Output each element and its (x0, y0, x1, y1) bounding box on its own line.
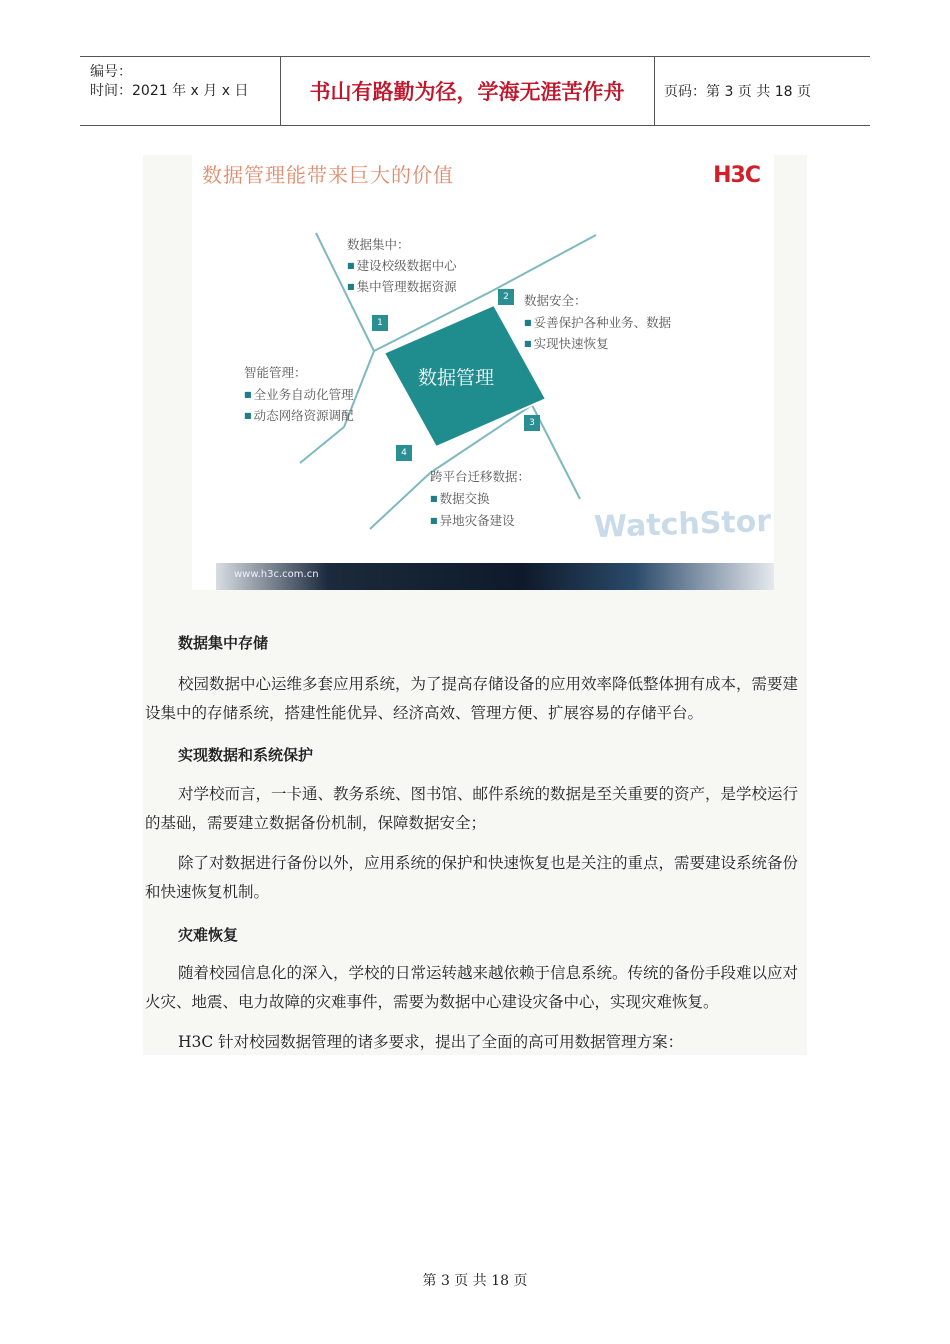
q2-title: 数据安全： (524, 293, 587, 308)
q3-item-1: ■ 数据交换 (430, 489, 490, 507)
h3c-logo: H3C (713, 163, 760, 188)
para-closing: H3C 针对校园数据管理的诸多要求，提出了全面的高可用数据管理方案： (178, 1033, 684, 1051)
q3-item-2: ■ 异地灾备建设 (430, 511, 515, 529)
q1-title: 数据集中： (347, 237, 410, 252)
q1-item-1: ■ 建设校级数据中心 (347, 256, 457, 274)
header-meta (80, 57, 281, 125)
header-motto: 书山有路勤为径，学海无涯苦作舟 (280, 57, 655, 125)
badge-2: 2 (498, 289, 514, 305)
slide-url: www.h3c.com.cn (234, 569, 319, 580)
heading-data-protection: 实现数据和系统保护 (178, 746, 314, 764)
page-header (80, 56, 870, 126)
q4-item-2: ■ 动态网络资源调配 (244, 406, 354, 424)
badge-4: 4 (396, 445, 412, 461)
para-centralized-storage: 校园数据中心运维多套应用系统，为了提高存储设备的应用效率降低整体拥有成本，需要建设集中的存储系统，搭建性能优异、经济高效、管理方便、扩展容易的存储平台。 (145, 675, 799, 722)
center-label: 数据管理 (418, 367, 495, 389)
para-disaster-recovery: 随着校园信息化的深入，学校的日常运转越来越依赖于信息系统。传统的备份手段难以应对火灾、地震、电力故障的灾难事件，需要为数据中心建设灾备中心，实现灾难恢复。 (145, 964, 799, 1011)
q2-item-2: ■ 实现快速恢复 (524, 334, 609, 352)
time-label: 时间：2021 年 x 月 x 日 (90, 83, 249, 99)
q4-item-1: ■ 全业务自动化管理 (244, 385, 354, 403)
watermark: WatchStor (593, 503, 772, 546)
badge-3: 3 (524, 415, 540, 431)
para-data-protection-1: 对学校而言，一卡通、教务系统、图书馆、邮件系统的数据是至关重要的资产，是学校运行的基础，需要建立数据备份机制，保障数据安全； (145, 785, 799, 832)
q2-item-1: ■ 妥善保护各种业务、数据 (524, 313, 671, 331)
slide-title: 数据管理能带来巨大的价值 (202, 163, 454, 187)
header-page-info: 页码：第 3 页 共 18 页 (664, 84, 811, 100)
q1-item-2: ■ 集中管理数据资源 (347, 277, 457, 295)
page-footer: 第 3 页 共 18 页 (422, 1273, 528, 1289)
heading-disaster-recovery: 灾难恢复 (178, 926, 239, 944)
badge-1: 1 (372, 315, 388, 331)
q4-title: 智能管理： (244, 365, 307, 380)
slide-figure (192, 155, 774, 590)
heading-centralized-storage: 数据集中存储 (178, 634, 269, 652)
q3-title: 跨平台迁移数据： (430, 469, 531, 484)
number-label: 编号： (90, 64, 132, 80)
para-data-protection-2: 除了对数据进行备份以外，应用系统的保护和快速恢复也是关注的重点，需要建设系统备份和快速恢复机制。 (145, 854, 799, 901)
